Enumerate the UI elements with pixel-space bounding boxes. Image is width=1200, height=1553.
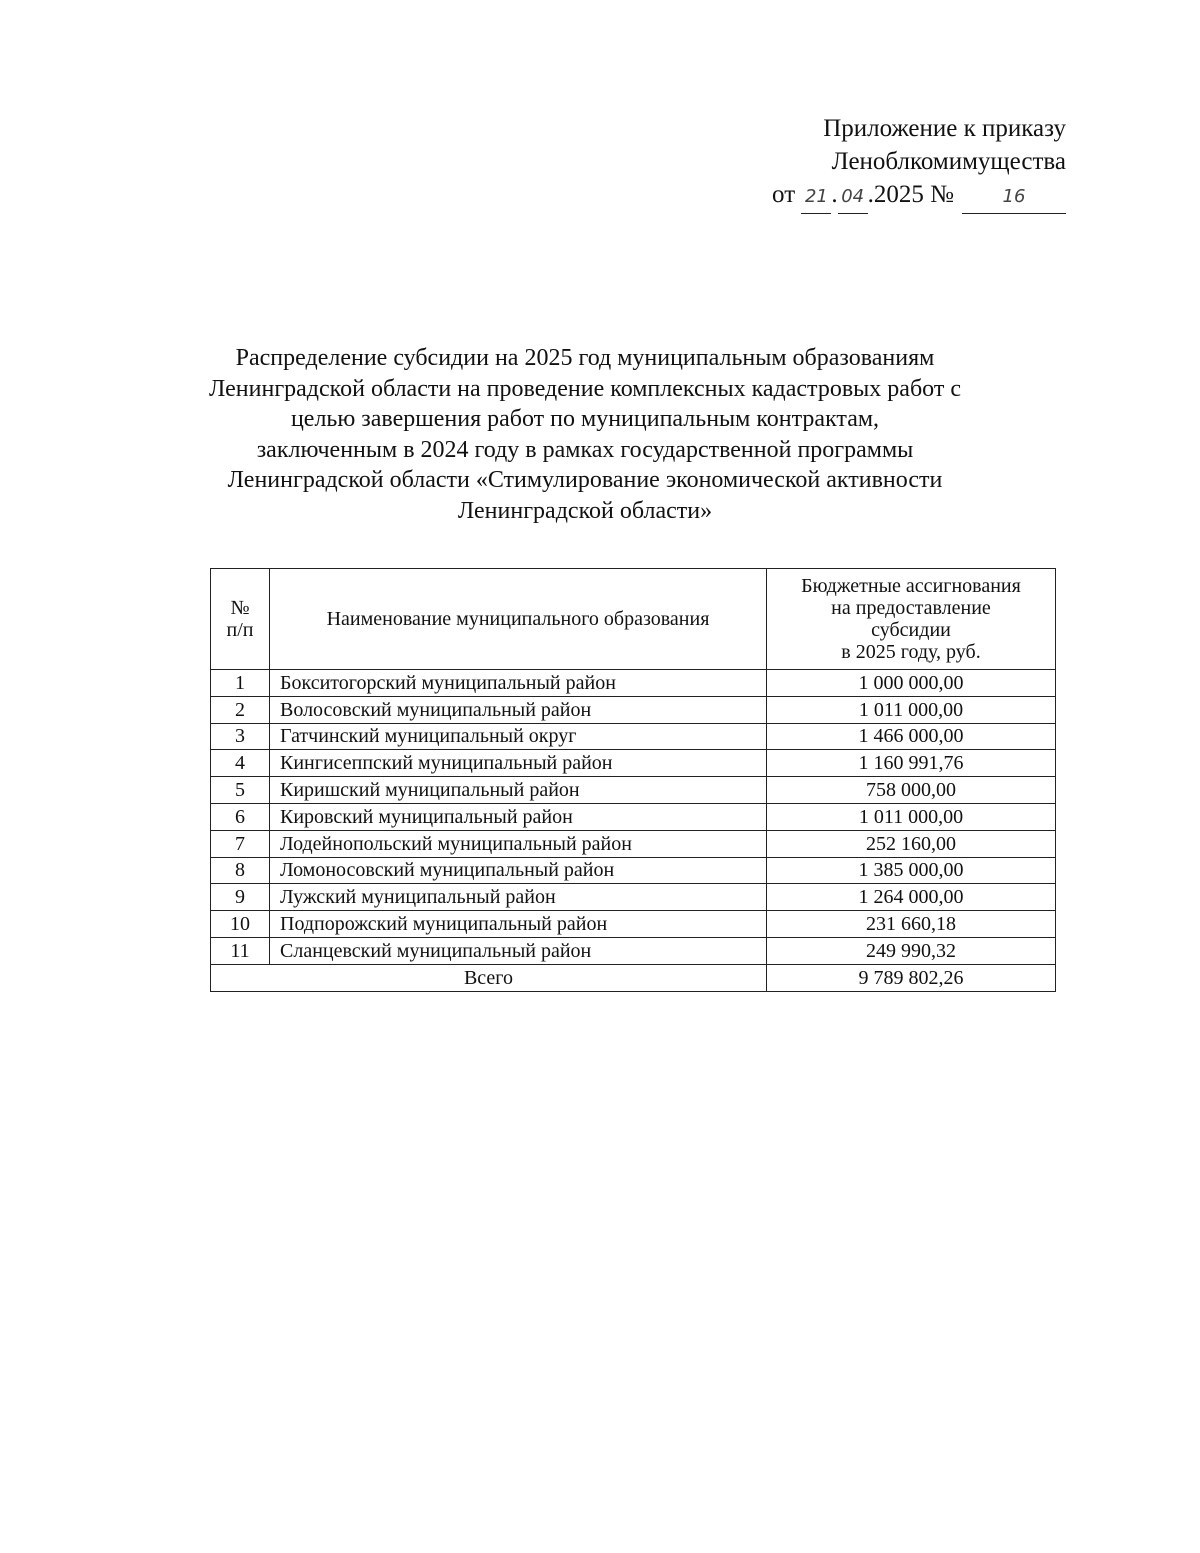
cell-name: Кировский муниципальный район [270,803,767,830]
cell-num: 4 [211,750,270,777]
document-title [180,343,990,526]
header-amount-line: субсидии [871,619,951,641]
table-header-row [211,569,1056,670]
cell-num: 5 [211,777,270,804]
table-row [211,857,1056,884]
total-label: Всего [211,964,767,991]
cell-amount: 1 466 000,00 [767,723,1056,750]
cell-name: Гатчинский муниципальный округ [270,723,767,750]
cell-amount: 1 160 991,76 [767,750,1056,777]
table-row [211,884,1056,911]
table-row [211,803,1056,830]
title-line: Ленинградской области «Стимулирование экономической активности [227,467,943,493]
cell-num: 9 [211,884,270,911]
table-row [211,777,1056,804]
cell-num: 8 [211,857,270,884]
table-row [211,830,1056,857]
cell-name: Бокситогорский муниципальный район [270,670,767,697]
table-total-row [211,964,1056,991]
cell-amount: 758 000,00 [767,777,1056,804]
table-row [211,750,1056,777]
header-name: Наименование муниципального образования [270,569,767,670]
cell-num: 6 [211,803,270,830]
cell-name: Киришский муниципальный район [270,777,767,804]
header-amount-line: Бюджетные ассигнования [801,575,1021,597]
cell-name: Кингисеппский муниципальный район [270,750,767,777]
date-year: .2025 № [867,181,954,208]
cell-num: 7 [211,830,270,857]
header-amount-line: в 2025 году, руб. [841,641,981,663]
title-line: Ленинградской области на проведение комплексных кадастровых работ с [209,375,961,402]
order-number: 16 [962,180,1066,214]
total-amount: 9 789 802,26 [767,964,1056,991]
header-amount [767,569,1056,670]
cell-num: 11 [211,937,270,964]
cell-name: Лужский муниципальный район [270,884,767,911]
cell-amount: 1 264 000,00 [767,884,1056,911]
cell-amount: 1 011 000,00 [767,803,1056,830]
cell-amount: 1 385 000,00 [767,857,1056,884]
title-line: заключенным в 2024 году в рамках государственной программы [256,436,914,463]
header-num-line: п/п [226,619,254,641]
cell-amount: 249 990,32 [767,937,1056,964]
cell-amount: 252 160,00 [767,830,1056,857]
cell-num: 1 [211,670,270,697]
appendix-line-1: Приложение к приказу [823,115,1066,142]
title-line: Ленинградской области» [457,497,713,524]
cell-num: 2 [211,696,270,723]
table-row [211,937,1056,964]
date-day: 21 [801,180,831,214]
appendix-header [772,112,1066,214]
appendix-line-2: Леноблкомимущества [831,148,1066,175]
subsidy-table [210,568,1056,992]
cell-amount: 1 000 000,00 [767,670,1056,697]
table-row [211,723,1056,750]
cell-num: 10 [211,911,270,938]
cell-name: Ломоносовский муниципальный район [270,857,767,884]
date-prefix: от [772,181,796,208]
header-num [211,569,270,670]
cell-name: Лодейнопольский муниципальный район [270,830,767,857]
header-amount-line: на предоставление [831,597,991,619]
title-line: целью завершения работ по муниципальным контрактам, [290,406,880,432]
table-row [211,911,1056,938]
cell-name: Подпорожский муниципальный район [270,911,767,938]
cell-amount: 231 660,18 [767,911,1056,938]
date-month: 04 [838,180,868,214]
table-row [211,670,1056,697]
header-num-line: № [230,597,250,619]
cell-amount: 1 011 000,00 [767,696,1056,723]
table-row [211,696,1056,723]
cell-name: Сланцевский муниципальный район [270,937,767,964]
appendix-date-line: от 21 . 04 .2025 № 16 [772,178,1066,214]
cell-num: 3 [211,723,270,750]
cell-name: Волосовский муниципальный район [270,696,767,723]
title-line: Распределение субсидии на 2025 год муниципальным образованиям [235,345,935,371]
